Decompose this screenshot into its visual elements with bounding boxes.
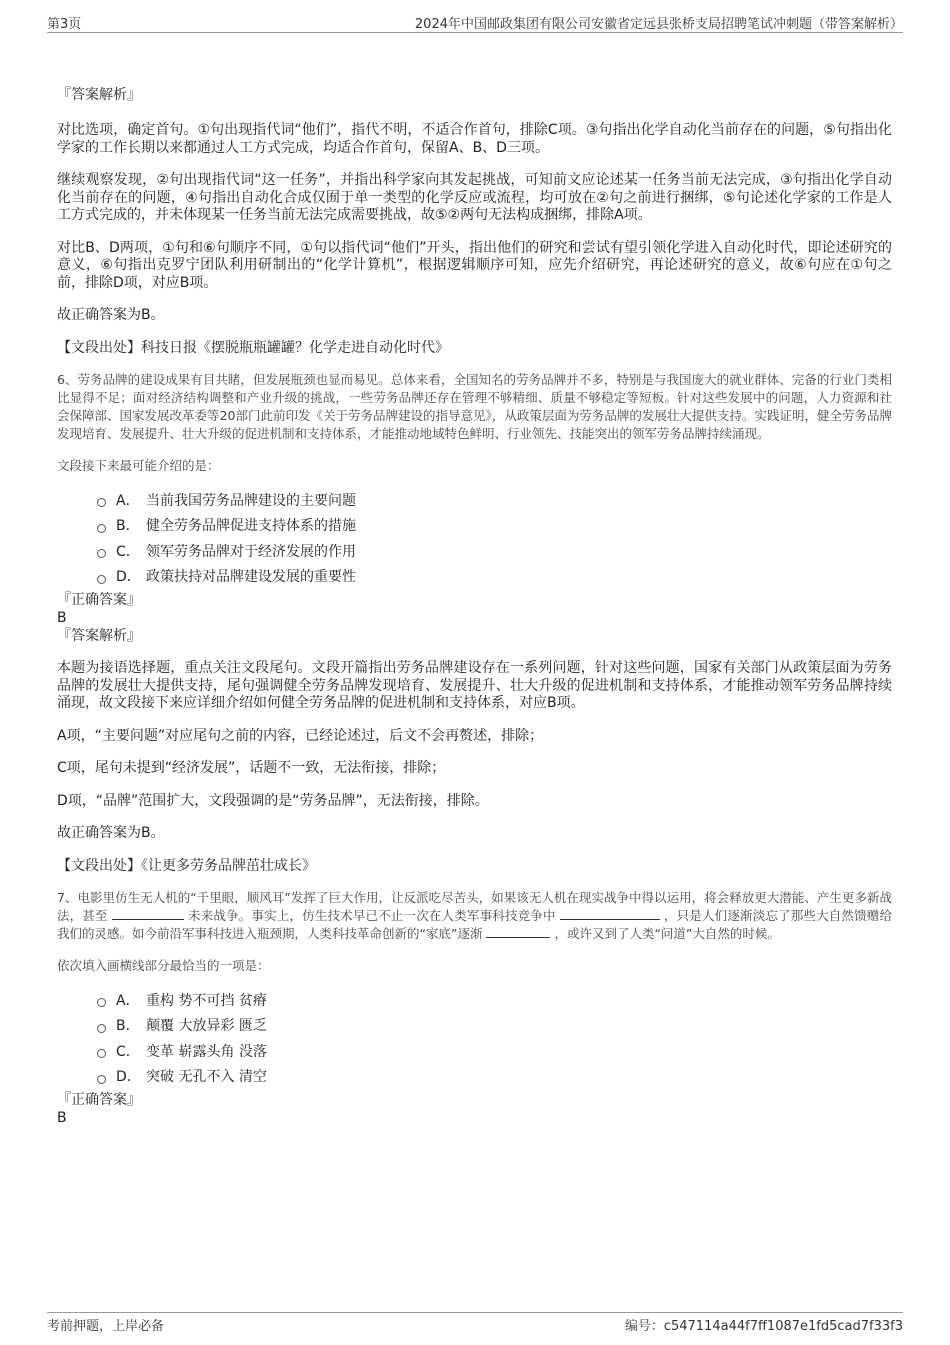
fill-blank-1[interactable]	[112, 907, 184, 920]
page-number: 第3页	[47, 17, 82, 32]
q6-conclusion: 故正确答案为B。	[57, 825, 165, 841]
q7-option-c[interactable]: C． 变革 崭露头角 没落	[97, 1038, 892, 1064]
radio-icon[interactable]	[97, 549, 106, 558]
q7-option-d[interactable]: D． 突破 无孔不入 清空	[97, 1064, 892, 1090]
q6-answer: B	[57, 610, 67, 626]
q5-analysis-p3: 对比B、D两项，①句和⑥句顺序不同，①句以指代词“他们”开头，指出他们的研究和尝试有望引领化学进入自动化时代，即论述研究的意义，⑥句指出克罗宁团队利用研制出的“化学计算机”，根据逻辑顺序可知，应先介绍研究，再论述研究的意义，故⑥句应在①句之前，排除D项，对应B项。	[57, 239, 892, 291]
q6-stem: 6、劳务品牌的建设成果有目共睹，但发展瓶颈也显而易见。总体来看，全国知名的劳务品牌并不多，特别是与我国庞大的就业群体、完备的行业门类相比显得不足；面对经济结构调整和产业升级的挑战，一些劳务品牌还存在管理不够精细、质量不够稳定等短板。针对这些发展中的问题，人力资源和社会保障部、国家发展改革委等20部门此前印发《关于劳务品牌建设的指导意见》，从政策层面为劳务品牌的发展壮大提供支持。实践证明，健全劳务品牌发现培育、发展提升、壮大升级的促进机制和支持体系，才能推动地域特色鲜明、行业领先、技能突出的领军劳务品牌持续涌现。	[57, 372, 892, 441]
radio-icon[interactable]	[97, 998, 106, 1007]
q5-analysis-p1: 对比选项，确定首句。①句出现指代词“他们”，指代不明，不适合作首句，排除C项。③句指出化学自动化当前存在的问题，⑤句指出化学家的工作长期以来都通过人工方式完成，均适合作首句，保留A、B、D三项。	[57, 122, 892, 156]
q6-answer-label: 『正确答案』	[57, 592, 141, 608]
document-id: 编号：c547114a44f7ff1087e1fd5cad7f33f3	[624, 1319, 903, 1334]
q6-analysis-p1: 本题为接语选择题，重点关注文段尾句。文段开篇指出劳务品牌建设存在一系列问题，针对这些问题，国家有关部门从政策层面为劳务品牌的发展壮大提供支持，尾句强调健全劳务品牌发现培育、发展提升、壮大升级的促进机制和支持体系，才能推动领军劳务品牌持续涌现，故文段接下来应详细介绍如何健全劳务品牌的促进机制和支持体系，对应B项。	[57, 660, 892, 711]
q5-source: 【文段出处】科技日报《摆脱瓶瓶罐罐？化学走进自动化时代》	[57, 339, 449, 356]
radio-icon[interactable]	[97, 498, 106, 507]
q7-answer: B	[57, 1110, 67, 1126]
q7-option-a[interactable]: A． 重构 势不可挡 贫瘠	[97, 987, 892, 1013]
q6-source: 【文段出处】《让更多劳务品牌茁壮成长》	[57, 857, 316, 874]
q7-option-b[interactable]: B． 颠覆 大放异彩 匮乏	[97, 1013, 892, 1039]
document-title: 2024年中国邮政集团有限公司安徽省定远县张桥支局招聘笔试冲刺题（带答案解析）	[414, 17, 903, 32]
q5-analysis-p2: 继续观察发现，②句出现指代词“这一任务”，并指出科学家向其发起挑战，可知前文应论述某一任务当前无法完成，③句指出化学自动化当前存在的问题，④句指出自动化合成仅囿于单一类型的化学反应或流程，均可放在②句之前进行捆绑，⑤句论述化学家的工作是人工方式完成的，并未体现某一任务当前无法完成需要挑战，故⑤②两句无法构成捆绑，排除A项。	[57, 172, 892, 223]
q5-conclusion: 故正确答案为B。	[57, 307, 165, 323]
fill-blank-2[interactable]	[560, 907, 660, 920]
q7-stem: 7、电影里仿生无人机的“千里眼，顺风耳”发挥了巨大作用，让反派吃尽苦头，如果该无人机在现实战争中得以运用，将会释放更大潜能、产生更多新战法，甚至 未来战争。事实上，仿生技术早已不止一次在人类军事科技竞争中 ，只是人们逐渐淡忘了那些大自然馈赠给我们的灵感。如今前沿军事科技进入瓶颈期，人类科技革命创新的“家底”逐渐 ，或许又到了人类“问道”大自然的时候。	[57, 890, 892, 941]
radio-icon[interactable]	[97, 1049, 106, 1058]
q6-option-b[interactable]: B． 健全劳务品牌促进支持体系的措施	[97, 513, 892, 539]
q7-question: 依次填入画横线部分最恰当的一项是：	[57, 958, 270, 973]
page-footer	[47, 1312, 903, 1338]
q6-options	[57, 487, 892, 589]
q6-option-d[interactable]: D． 政策扶持对品牌建设发展的重要性	[97, 564, 892, 590]
q6-analysis-c: C项，尾句未提到“经济发展”，话题不一致，无法衔接，排除；	[57, 760, 446, 776]
page-header	[47, 10, 903, 33]
q6-analysis-label: 『答案解析』	[57, 628, 141, 644]
q6-option-a[interactable]: A． 当前我国劳务品牌建设的主要问题	[97, 487, 892, 513]
q6-question: 文段接下来最可能介绍的是：	[57, 458, 220, 473]
q6-analysis-d: D项，“品牌”范围扩大，文段强调的是“劳务品牌”，无法衔接，排除。	[57, 792, 489, 809]
q7-answer-label: 『正确答案』	[57, 1092, 141, 1108]
q6-option-c[interactable]: C． 领军劳务品牌对于经济发展的作用	[97, 538, 892, 564]
footer-slogan: 考前押题，上岸必备	[47, 1319, 165, 1334]
radio-icon[interactable]	[97, 1075, 106, 1084]
radio-icon[interactable]	[97, 1024, 106, 1033]
radio-icon[interactable]	[97, 524, 106, 533]
q5-analysis-label: 『答案解析』	[57, 87, 141, 103]
q7-options	[57, 987, 892, 1089]
document-body	[57, 86, 892, 1127]
q6-analysis-a: A项，“主要问题”对应尾句之前的内容，已经论述过，后文不会再赘述，排除；	[57, 727, 544, 744]
fill-blank-3[interactable]	[486, 925, 550, 938]
radio-icon[interactable]	[97, 575, 106, 584]
